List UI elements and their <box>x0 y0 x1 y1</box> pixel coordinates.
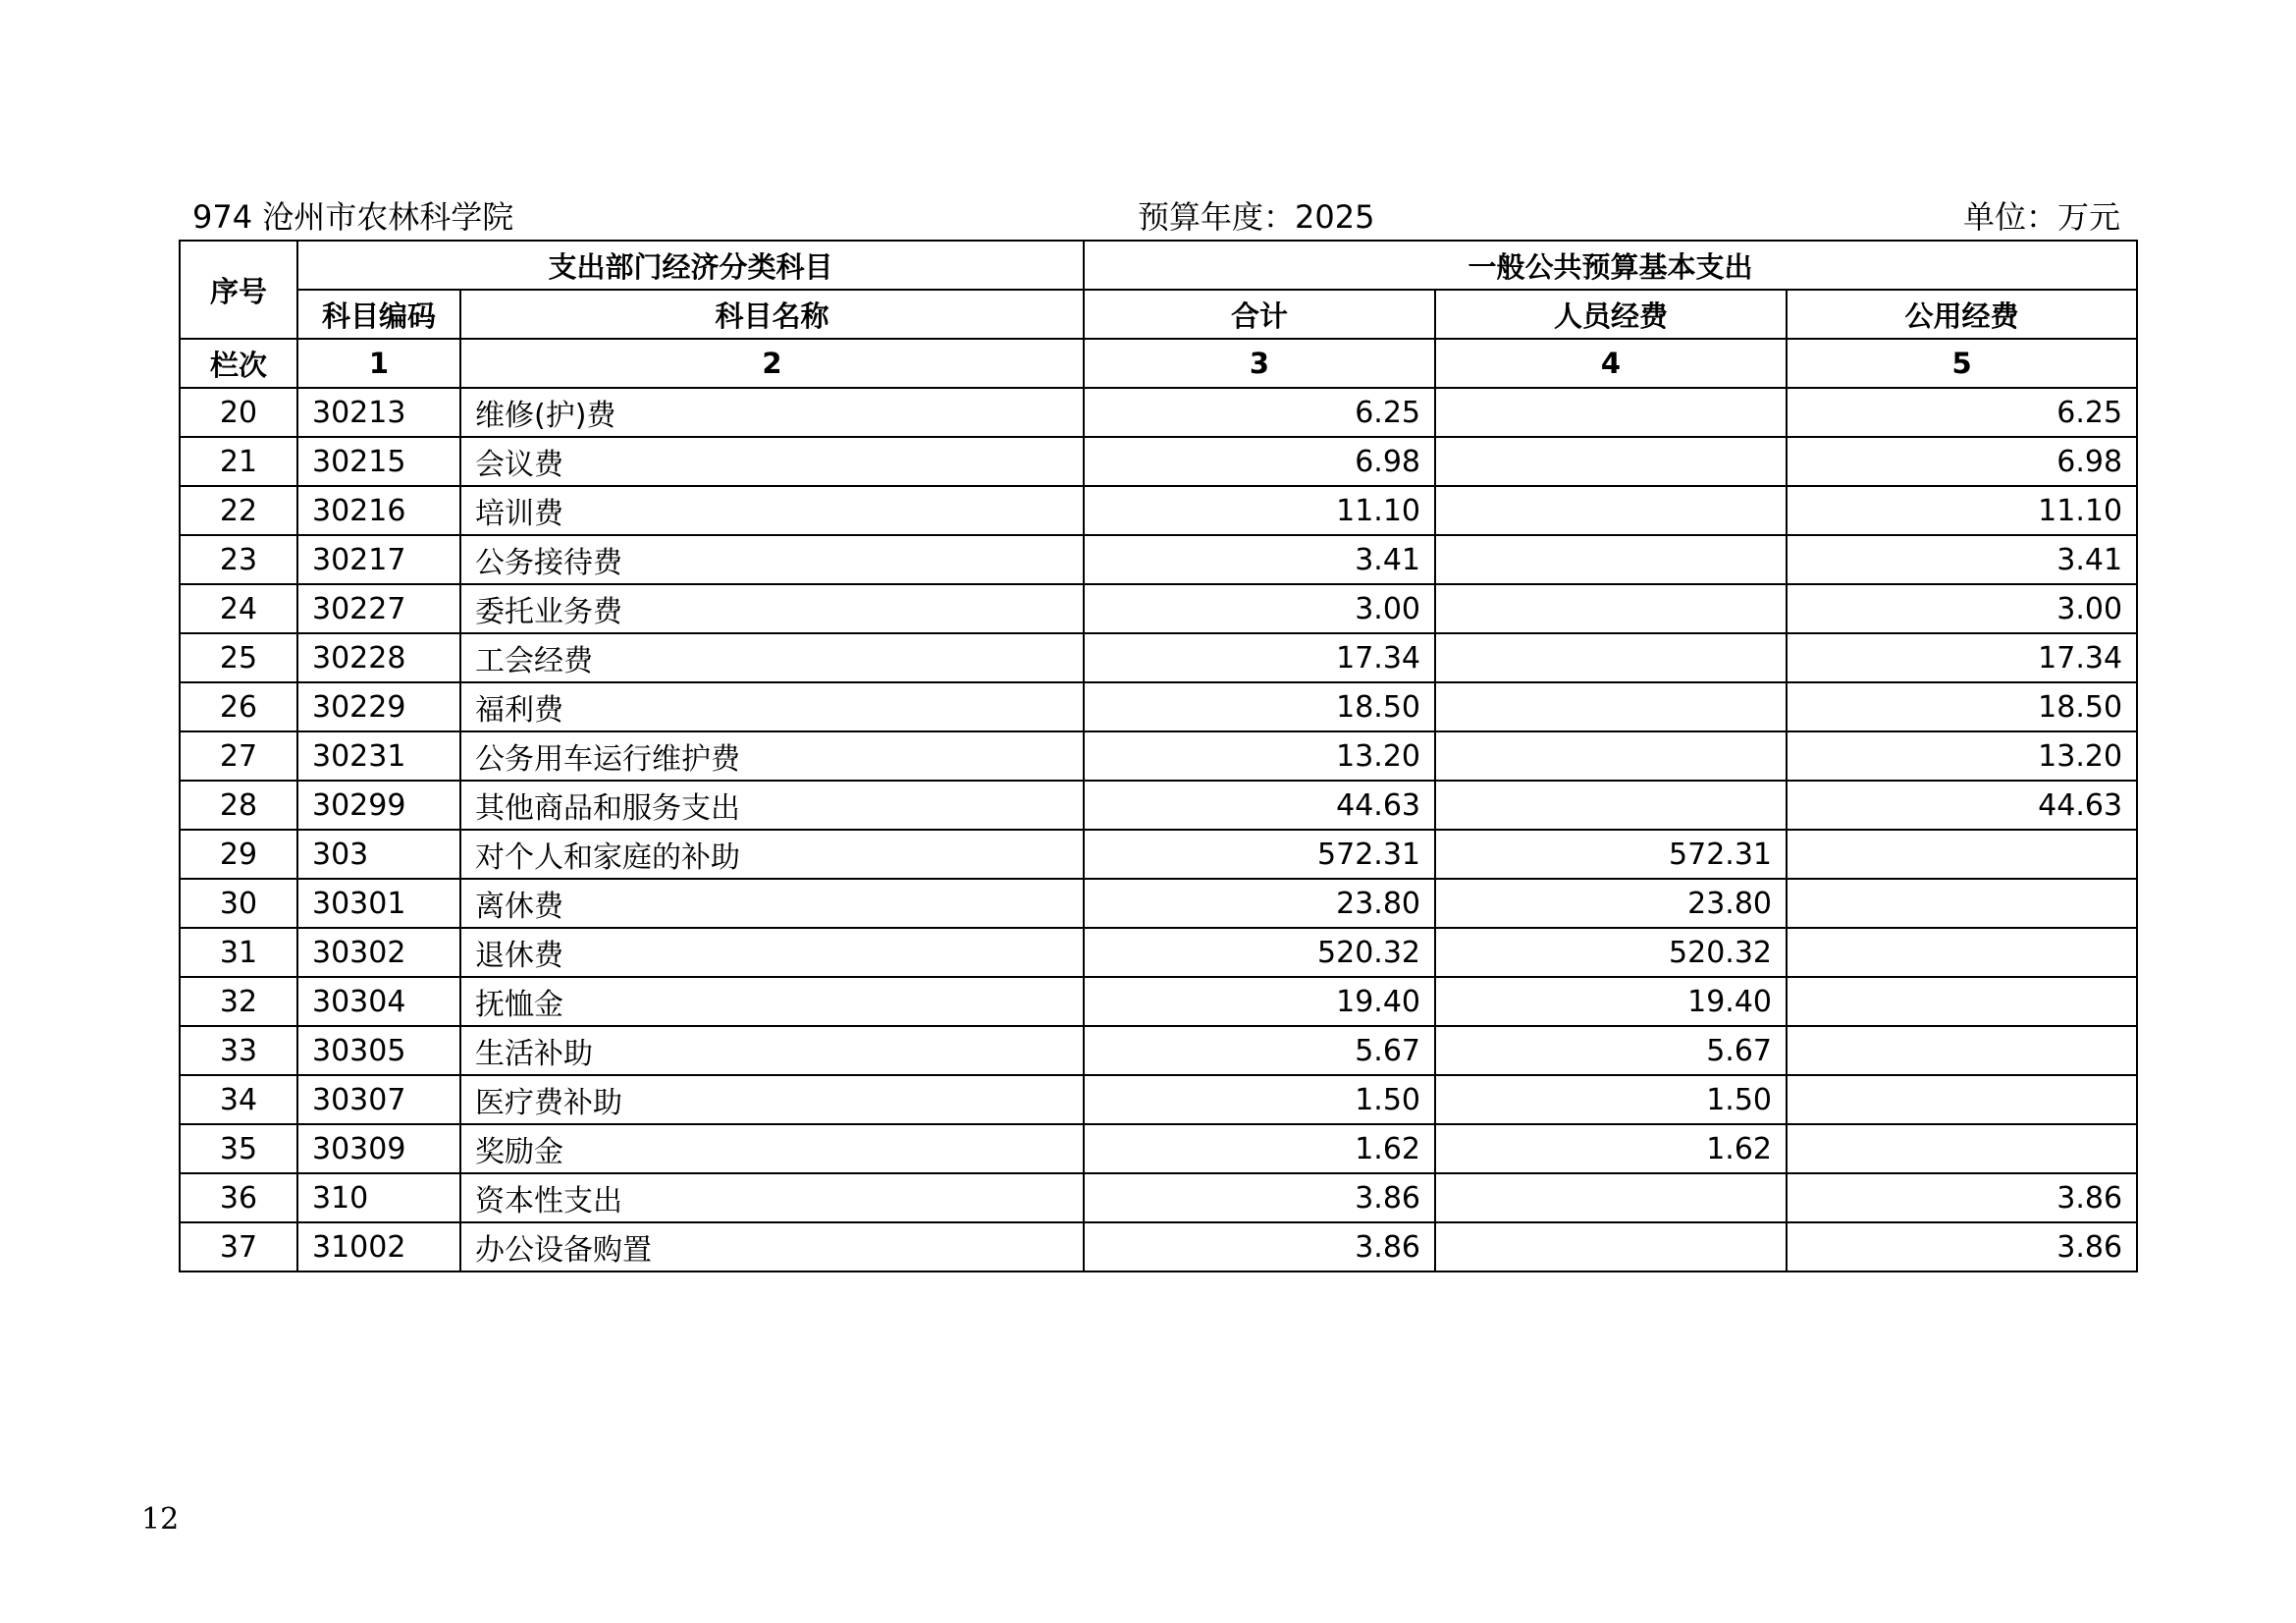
unit-name: 974 沧州市农林科学院 <box>192 198 514 236</box>
cell-total: 1.50 <box>1084 1075 1435 1124</box>
cell-seq: 23 <box>180 535 297 584</box>
cell-personnel: 23.80 <box>1435 879 1787 928</box>
cell-code: 30229 <box>297 682 460 731</box>
cell-total: 18.50 <box>1084 682 1435 731</box>
cell-name: 医疗费补助 <box>460 1075 1084 1124</box>
cell-personnel: 1.50 <box>1435 1075 1787 1124</box>
table-row <box>180 879 2137 928</box>
column-index-3: 3 <box>1084 339 1435 388</box>
cell-public <box>1787 1075 2137 1124</box>
cell-name: 培训费 <box>460 486 1084 535</box>
table-row <box>180 928 2137 977</box>
cell-public <box>1787 879 2137 928</box>
cell-code: 30299 <box>297 781 460 830</box>
cell-public <box>1787 1124 2137 1173</box>
cell-total: 6.25 <box>1084 388 1435 437</box>
cell-name: 福利费 <box>460 682 1084 731</box>
column-index-2: 2 <box>460 339 1084 388</box>
cell-seq: 28 <box>180 781 297 830</box>
cell-total: 13.20 <box>1084 731 1435 781</box>
cell-seq: 32 <box>180 977 297 1026</box>
cell-seq: 20 <box>180 388 297 437</box>
cell-code: 30213 <box>297 388 460 437</box>
cell-personnel <box>1435 388 1787 437</box>
header-public: 公用经费 <box>1787 290 2137 339</box>
cell-personnel <box>1435 486 1787 535</box>
column-index-5: 5 <box>1787 339 2137 388</box>
column-index-row <box>180 339 2137 388</box>
cell-code: 30309 <box>297 1124 460 1173</box>
cell-personnel: 19.40 <box>1435 977 1787 1026</box>
header-total: 合计 <box>1084 290 1435 339</box>
cell-personnel: 1.62 <box>1435 1124 1787 1173</box>
cell-personnel <box>1435 682 1787 731</box>
cell-personnel: 5.67 <box>1435 1026 1787 1075</box>
cell-total: 3.86 <box>1084 1222 1435 1271</box>
cell-seq: 36 <box>180 1173 297 1222</box>
header-row-2 <box>180 290 2137 339</box>
cell-seq: 37 <box>180 1222 297 1271</box>
cell-public: 6.25 <box>1787 388 2137 437</box>
cell-personnel: 572.31 <box>1435 830 1787 879</box>
cell-public: 17.34 <box>1787 633 2137 682</box>
budget-table <box>179 240 2138 1272</box>
cell-public <box>1787 928 2137 977</box>
table-body <box>180 388 2137 1271</box>
column-index-label: 栏次 <box>180 339 297 388</box>
cell-total: 520.32 <box>1084 928 1435 977</box>
cell-seq: 33 <box>180 1026 297 1075</box>
table-row <box>180 486 2137 535</box>
table-row <box>180 535 2137 584</box>
cell-total: 5.67 <box>1084 1026 1435 1075</box>
cell-seq: 24 <box>180 584 297 633</box>
table-row <box>180 1124 2137 1173</box>
cell-seq: 22 <box>180 486 297 535</box>
cell-name: 维修(护)费 <box>460 388 1084 437</box>
header-econ-group: 支出部门经济分类科目 <box>297 241 1084 290</box>
header-name: 科目名称 <box>460 290 1084 339</box>
cell-personnel <box>1435 535 1787 584</box>
cell-seq: 25 <box>180 633 297 682</box>
table-row <box>180 682 2137 731</box>
cell-total: 572.31 <box>1084 830 1435 879</box>
cell-total: 1.62 <box>1084 1124 1435 1173</box>
cell-seq: 34 <box>180 1075 297 1124</box>
cell-seq: 27 <box>180 731 297 781</box>
cell-total: 17.34 <box>1084 633 1435 682</box>
page-number: 12 <box>141 1502 180 1537</box>
cell-public: 6.98 <box>1787 437 2137 486</box>
cell-personnel <box>1435 1173 1787 1222</box>
table-row <box>180 584 2137 633</box>
cell-personnel <box>1435 633 1787 682</box>
cell-seq: 35 <box>180 1124 297 1173</box>
cell-public: 18.50 <box>1787 682 2137 731</box>
cell-public <box>1787 977 2137 1026</box>
cell-name: 生活补助 <box>460 1026 1084 1075</box>
cell-code: 310 <box>297 1173 460 1222</box>
cell-code: 30305 <box>297 1026 460 1075</box>
table-row <box>180 1173 2137 1222</box>
cell-personnel <box>1435 1222 1787 1271</box>
cell-personnel <box>1435 731 1787 781</box>
cell-name: 会议费 <box>460 437 1084 486</box>
cell-code: 30301 <box>297 879 460 928</box>
cell-seq: 31 <box>180 928 297 977</box>
table-row <box>180 388 2137 437</box>
cell-name: 委托业务费 <box>460 584 1084 633</box>
cell-seq: 29 <box>180 830 297 879</box>
cell-total: 3.41 <box>1084 535 1435 584</box>
cell-code: 30228 <box>297 633 460 682</box>
table-row <box>180 731 2137 781</box>
header-code: 科目编码 <box>297 290 460 339</box>
cell-code: 30215 <box>297 437 460 486</box>
cell-total: 3.86 <box>1084 1173 1435 1222</box>
cell-total: 6.98 <box>1084 437 1435 486</box>
cell-public: 3.86 <box>1787 1222 2137 1271</box>
cell-name: 对个人和家庭的补助 <box>460 830 1084 879</box>
cell-name: 抚恤金 <box>460 977 1084 1026</box>
cell-name: 其他商品和服务支出 <box>460 781 1084 830</box>
table-row <box>180 437 2137 486</box>
column-index-4: 4 <box>1435 339 1787 388</box>
header-budget-group: 一般公共预算基本支出 <box>1084 241 2137 290</box>
header-personnel: 人员经费 <box>1435 290 1787 339</box>
header-seq: 序号 <box>180 241 297 339</box>
cell-personnel <box>1435 781 1787 830</box>
cell-code: 31002 <box>297 1222 460 1271</box>
cell-name: 离休费 <box>460 879 1084 928</box>
cell-total: 11.10 <box>1084 486 1435 535</box>
table-row <box>180 1026 2137 1075</box>
cell-name: 奖励金 <box>460 1124 1084 1173</box>
table-row <box>180 1222 2137 1271</box>
cell-public <box>1787 830 2137 879</box>
cell-code: 30231 <box>297 731 460 781</box>
table-caption <box>179 187 2132 238</box>
table-row <box>180 830 2137 879</box>
cell-total: 23.80 <box>1084 879 1435 928</box>
cell-public: 11.10 <box>1787 486 2137 535</box>
cell-seq: 30 <box>180 879 297 928</box>
cell-name: 公务用车运行维护费 <box>460 731 1084 781</box>
cell-code: 30307 <box>297 1075 460 1124</box>
cell-seq: 26 <box>180 682 297 731</box>
column-index-1: 1 <box>297 339 460 388</box>
cell-code: 30302 <box>297 928 460 977</box>
budget-year: 预算年度：2025 <box>1138 198 1375 236</box>
cell-public: 44.63 <box>1787 781 2137 830</box>
cell-code: 30304 <box>297 977 460 1026</box>
cell-total: 3.00 <box>1084 584 1435 633</box>
cell-name: 工会经费 <box>460 633 1084 682</box>
cell-total: 44.63 <box>1084 781 1435 830</box>
cell-code: 30216 <box>297 486 460 535</box>
unit-label: 单位：万元 <box>1962 198 2120 236</box>
cell-code: 30227 <box>297 584 460 633</box>
cell-personnel: 520.32 <box>1435 928 1787 977</box>
cell-name: 公务接待费 <box>460 535 1084 584</box>
cell-public: 3.00 <box>1787 584 2137 633</box>
cell-total: 19.40 <box>1084 977 1435 1026</box>
cell-name: 退休费 <box>460 928 1084 977</box>
cell-code: 303 <box>297 830 460 879</box>
cell-code: 30217 <box>297 535 460 584</box>
cell-personnel <box>1435 437 1787 486</box>
cell-name: 办公设备购置 <box>460 1222 1084 1271</box>
cell-name: 资本性支出 <box>460 1173 1084 1222</box>
table-row <box>180 977 2137 1026</box>
cell-seq: 21 <box>180 437 297 486</box>
cell-personnel <box>1435 584 1787 633</box>
table-row <box>180 1075 2137 1124</box>
cell-public: 3.41 <box>1787 535 2137 584</box>
header-row-1 <box>180 241 2137 290</box>
table-row <box>180 633 2137 682</box>
cell-public <box>1787 1026 2137 1075</box>
table-row <box>180 781 2137 830</box>
cell-public: 3.86 <box>1787 1173 2137 1222</box>
cell-public: 13.20 <box>1787 731 2137 781</box>
